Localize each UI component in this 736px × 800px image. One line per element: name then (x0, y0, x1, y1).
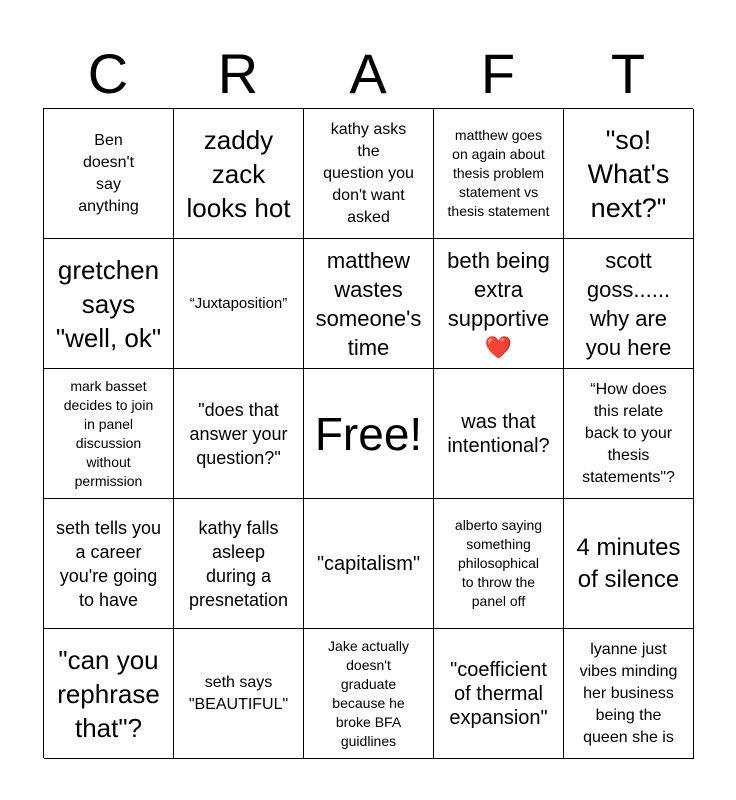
bingo-cell[interactable] (44, 109, 174, 239)
bingo-cell-text: alberto saying something philosophical to throw the panel off (454, 517, 543, 609)
bingo-cell-text: kathy asks the question you don't want asked (323, 120, 414, 226)
bingo-cell[interactable] (564, 109, 694, 239)
bingo-cell[interactable] (434, 629, 564, 759)
bingo-cell[interactable] (434, 109, 564, 239)
bingo-cell[interactable] (304, 499, 434, 629)
bingo-cell-text: Ben doesn't say anything (78, 131, 139, 215)
bingo-board (43, 108, 693, 758)
bingo-cell[interactable] (564, 239, 694, 369)
bingo-cell-text: "capitalism" (316, 552, 421, 575)
bingo-cell-text: gretchen says "well, ok" (55, 254, 162, 353)
bingo-cell[interactable] (174, 499, 304, 629)
header-letter-a: A (349, 42, 387, 105)
bingo-cell-text: seth says "BEAUTIFUL" (188, 673, 289, 713)
bingo-cell-text: mark basset decides to join in panel discussion without permission (63, 377, 154, 489)
bingo-cell-text: "can you rephrase that"? (57, 644, 160, 743)
bingo-cell[interactable] (174, 109, 304, 239)
bingo-cell-text: "does that answer your question?" (189, 399, 288, 468)
bingo-cell[interactable] (44, 499, 174, 629)
bingo-cell[interactable] (564, 499, 694, 629)
bingo-cell-text: Jake actually doesn't graduate because he broke BFA guidlines (328, 637, 409, 749)
bingo-cell-text: seth tells you a career you're going to have (55, 517, 162, 610)
bingo-cell-text: was that intentional? (447, 410, 550, 457)
bingo-cell-text: “How does this relate back to your thesis statements"? (582, 380, 675, 486)
bingo-cell-text: “Juxtaposition” (189, 294, 288, 312)
bingo-cell[interactable] (304, 239, 434, 369)
bingo-cell-text: matthew goes on again about thesis problem statement vs thesis statement (447, 127, 550, 219)
bingo-cell[interactable] (434, 369, 564, 499)
bingo-cell[interactable] (304, 109, 434, 239)
bingo-cell-text: matthew wastes someone's time (315, 247, 422, 360)
bingo-cell-text: "so! What's next?" (587, 124, 670, 223)
free-space-cell[interactable] (304, 369, 434, 499)
bingo-cell[interactable] (174, 239, 304, 369)
header-letter-t: T (610, 42, 646, 105)
bingo-cell[interactable] (434, 239, 564, 369)
bingo-cell[interactable] (564, 369, 694, 499)
bingo-cell-text: zaddy zack looks hot (186, 124, 291, 223)
bingo-cell[interactable] (174, 369, 304, 499)
bingo-cell[interactable] (564, 629, 694, 759)
bingo-cell[interactable] (434, 499, 564, 629)
bingo-cell-text: lyanne just vibes minding her business being the queen she is (579, 640, 678, 746)
bingo-cell-text: kathy falls asleep during a presnetation (188, 517, 289, 610)
bingo-cell[interactable] (174, 629, 304, 759)
bingo-cell[interactable] (44, 629, 174, 759)
bingo-cell-text: beth being extra supportive ❤️ (447, 247, 550, 360)
bingo-cell-text: scott goss...... why are you here (585, 247, 672, 360)
bingo-cell-text: 4 minutes of silence (576, 533, 681, 593)
header-letter-f: F (480, 42, 516, 105)
bingo-cell[interactable] (44, 239, 174, 369)
bingo-cell-text: "coefficient of thermal expansion" (449, 658, 548, 729)
header-letter-r: R (217, 42, 259, 105)
bingo-cell[interactable] (304, 629, 434, 759)
bingo-cell[interactable] (44, 369, 174, 499)
free-space-label: Free! (314, 407, 423, 460)
header-letter-c: C (87, 42, 129, 105)
bingo-header (43, 40, 693, 108)
